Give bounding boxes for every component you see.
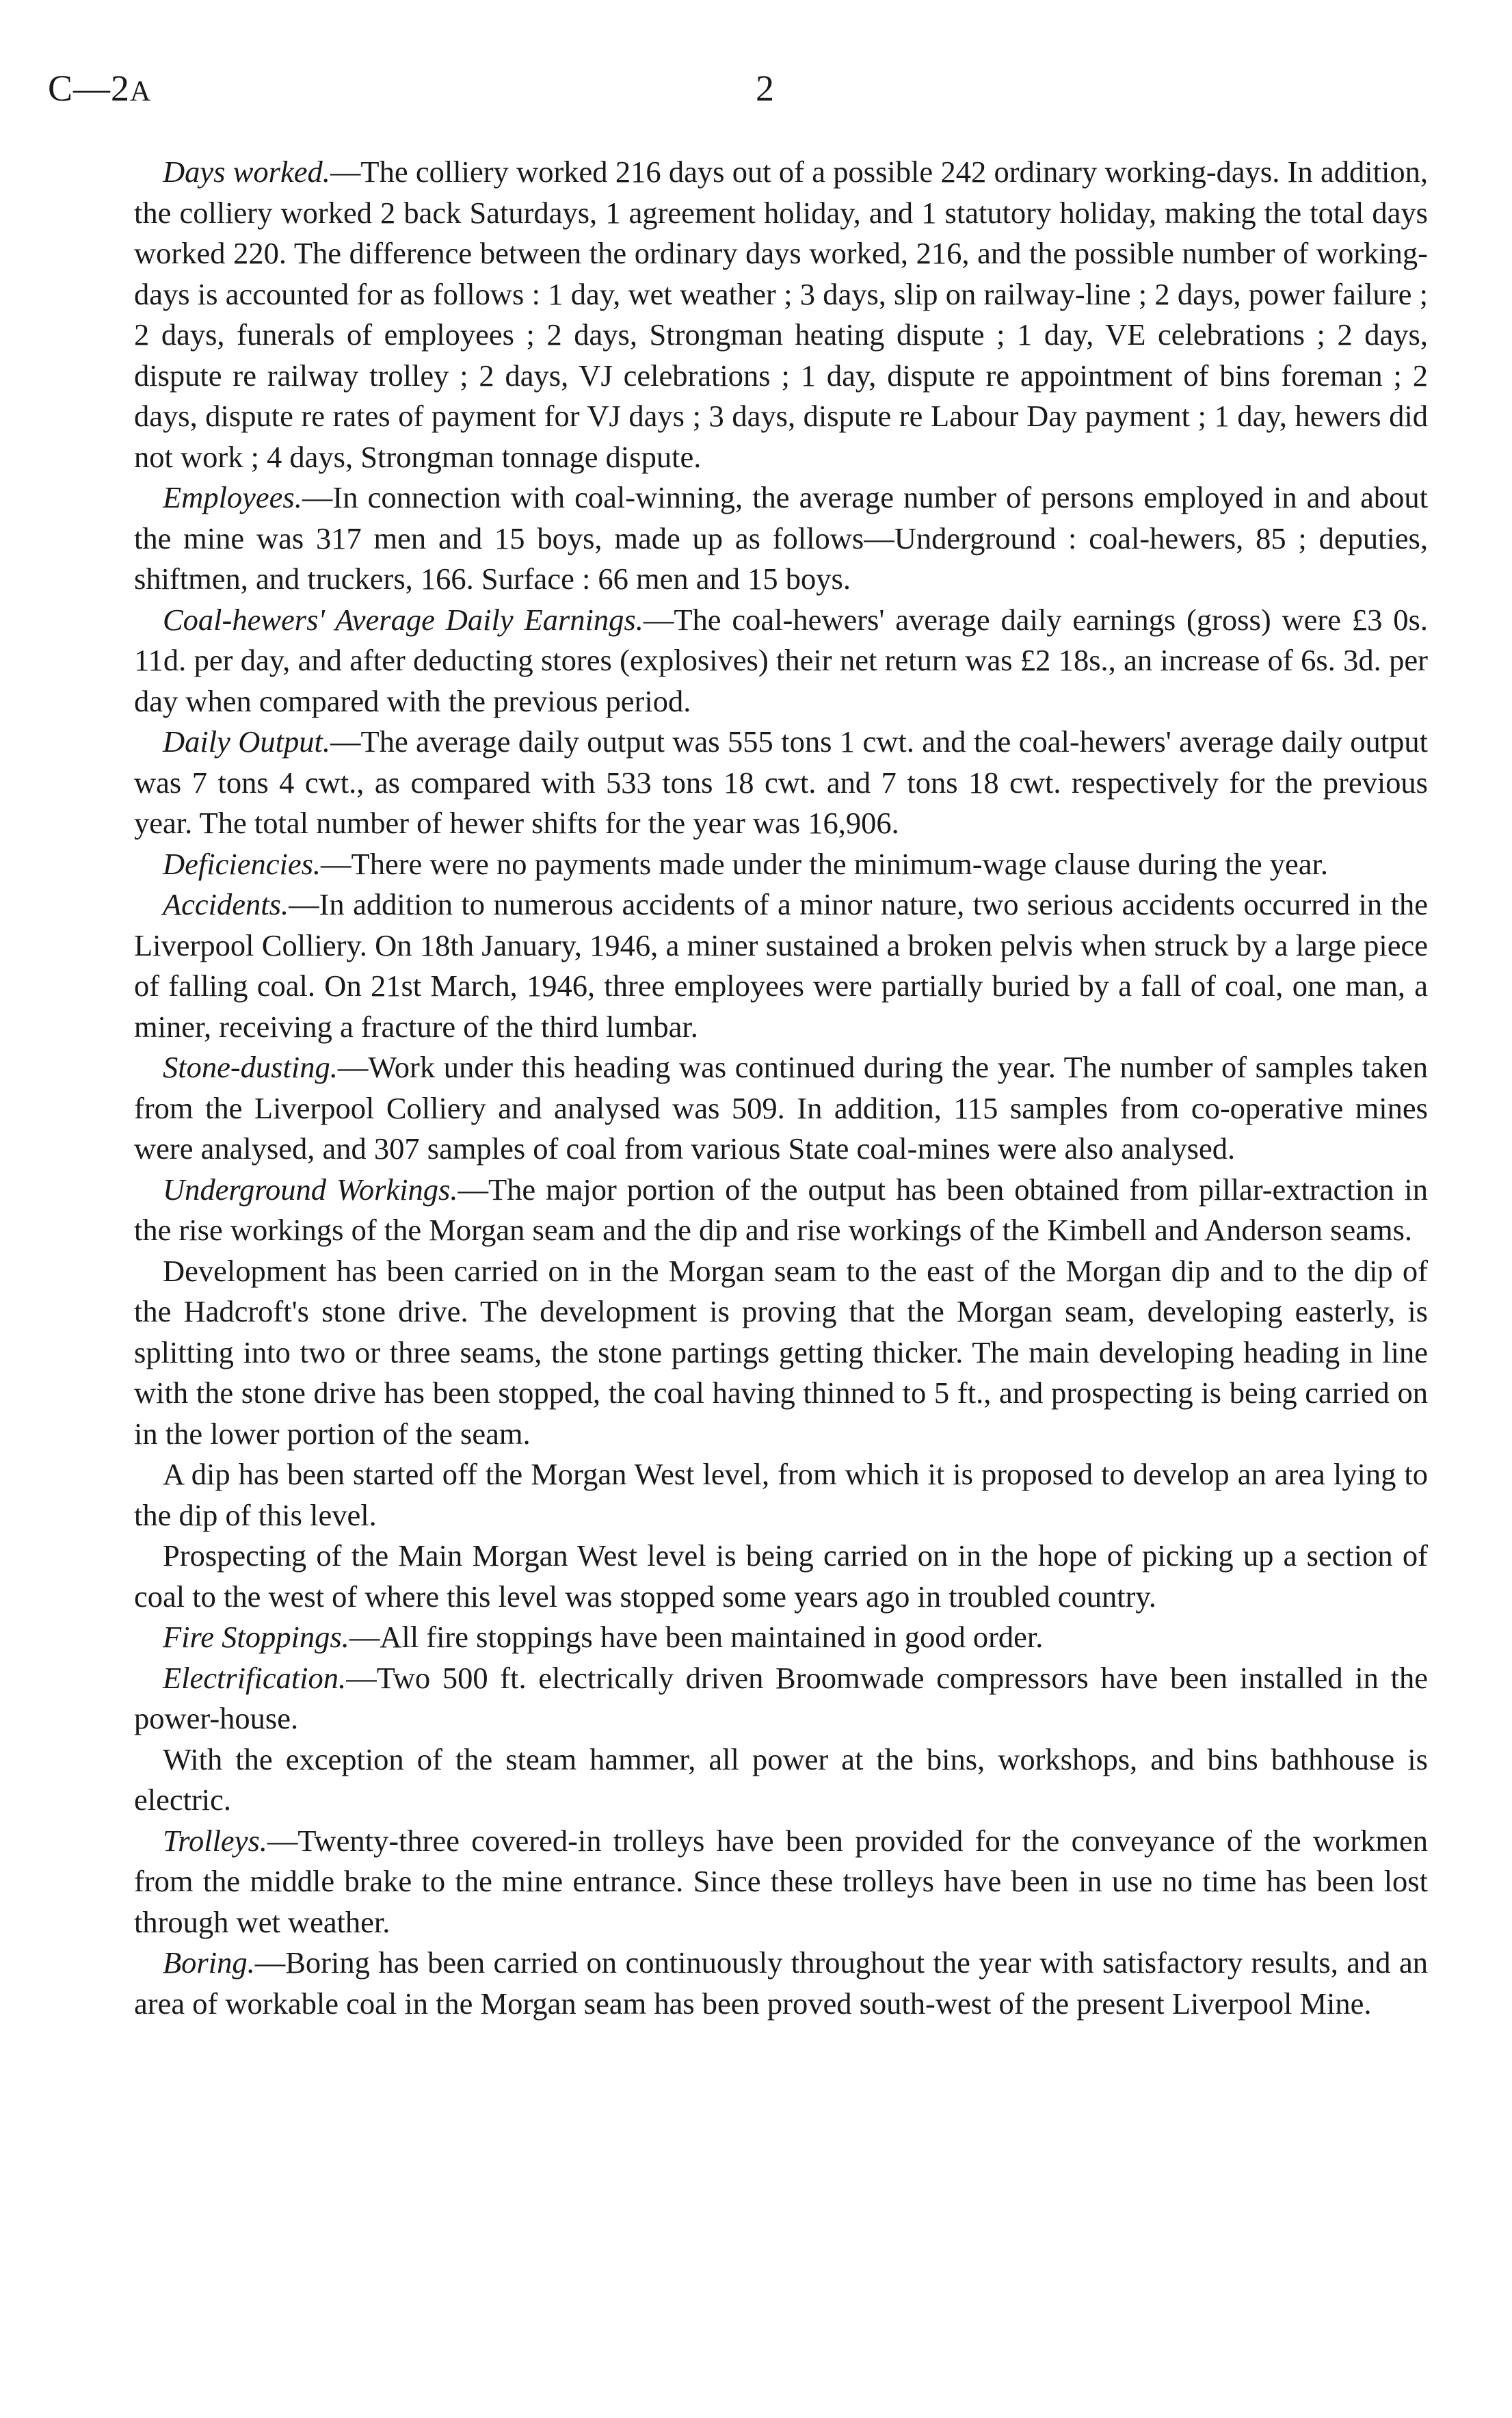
paragraph-heading: Stone-dusting. <box>163 1050 338 1084</box>
document-code-main: C—2 <box>48 68 131 109</box>
paragraph-text: —In connection with coal-winning, the average number of persons employed in and about the mine was 317 men and 15 boys, made up as follows—Underground : coal-hewers, 85 ; deputies, shiftmen, and truckers, 166. Surface : 66 men and 15 boys. <box>134 480 1428 596</box>
paragraph-underground-workings <box>134 1170 1428 1251</box>
paragraph-heading: Accidents. <box>163 887 289 921</box>
paragraph-heading: Fire Stoppings. <box>163 1620 349 1654</box>
page-number: 2 <box>756 68 774 109</box>
paragraph-text: —Twenty-three covered-in trolleys have been provided for the conveyance of the workmen from the middle brake to the mine entrance. Since these trolleys have been in use no time has been lost through wet weather. <box>134 1823 1428 1939</box>
paragraph-employees <box>134 477 1428 600</box>
paragraph-text: Prospecting of the Main Morgan West level is being carried on in the hope of picking up a section of coal to the west of where this level was stopped some years ago in troubled country. <box>134 1538 1428 1614</box>
paragraph-heading: Daily Output. <box>163 724 331 759</box>
paragraph-boring <box>134 1943 1428 2024</box>
paragraph-development <box>134 1251 1428 1455</box>
paragraph-accidents <box>134 884 1428 1047</box>
paragraph-text: A dip has been started off the Morgan West level, from which it is proposed to develop an area lying to the dip of this level. <box>134 1457 1428 1532</box>
page-body <box>134 152 1428 2024</box>
paragraph-fire-stoppings <box>134 1617 1428 1658</box>
paragraph-text: —There were no payments made under the minimum-wage clause during the year. <box>321 846 1328 881</box>
page-header <box>48 67 1436 122</box>
document-code <box>48 67 151 109</box>
paragraph-heading: Boring. <box>163 1945 255 1980</box>
paragraph-heading: Underground Workings. <box>163 1172 458 1207</box>
paragraph-heading: Employees. <box>163 480 302 514</box>
paragraph-heading: Coal-hewers' Average Daily Earnings. <box>163 602 644 637</box>
paragraph-deficiencies <box>134 844 1428 885</box>
paragraph-text: —The coal-hewers' average daily earnings (gross) were £3 0s. 11d. per day, and after deducting stores (explosives) their net return was £2 18s., an increase of 6s. 3d. per day when compared with the previous period. <box>134 602 1428 718</box>
paragraph-trolleys <box>134 1821 1428 1943</box>
paragraph-days-worked <box>134 152 1428 477</box>
paragraph-text: —Boring has been carried on continuously throughout the year with satisfactory results, and an area of workable coal in the Morgan seam has been proved south-west of the present Liverpool Mine. <box>134 1945 1428 2021</box>
paragraph-heading: Days worked. <box>163 155 330 189</box>
paragraph-average-daily-earnings <box>134 600 1428 722</box>
paragraph-text: —Two 500 ft. electrically driven Broomwade compressors have been installed in the power-house. <box>134 1660 1428 1735</box>
paragraph-text: —Work under this heading was continued during the year. The number of samples taken from the Liverpool Colliery and analysed was 509. In addition, 115 samples from co-operative mines were analysed, and 307 samples of coal from various State coal-mines were also analysed. <box>134 1050 1428 1166</box>
paragraph-text: —The major portion of the output has been obtained from pillar-extraction in the rise workings of the Morgan seam and the dip and rise workings of the Kimbell and Anderson seams. <box>134 1172 1428 1247</box>
paragraph-text: —The colliery worked 216 days out of a possible 242 ordinary working-days. In addition, the colliery worked 2 back Saturdays, 1 agreement holiday, and 1 statutory holiday, making the total days worked 220. The difference between the ordinary days worked, 216, and the possible number of working-days is accounted for as follows : 1 day, wet weather ; 3 days, slip on railway-line ; 2 days, power failure ; 2 days, funerals of employees ; 2 days, Strongman heating dispute ; 1 day, VE celebrations ; 2 days, dispute re railway trolley ; 2 days, VJ celebrations ; 1 day, dispute re appointment of bins foreman ; 2 days, dispute re rates of payment for VJ days ; 3 days, dispute re Labour Day payment ; 1 day, hewers did not work ; 4 days, Strongman tonnage dispute. <box>134 155 1428 474</box>
paragraph-text: With the exception of the steam hammer, all power at the bins, workshops, and bins bathhouse is electric. <box>134 1742 1428 1817</box>
paragraph-heading: Electrification. <box>163 1660 347 1695</box>
paragraph-stone-dusting <box>134 1047 1428 1170</box>
paragraph-text: —In addition to numerous accidents of a minor nature, two serious accidents occurred in the Liverpool Colliery. On 18th January, 1946, a miner sustained a broken pelvis when struck by a large piece of falling coal. On 21st March, 1946, three employees were partially buried by a fall of coal, one man, a miner, receiving a fracture of the third lumbar. <box>134 887 1428 1044</box>
paragraph-dip-started <box>134 1454 1428 1536</box>
paragraph-steam-hammer <box>134 1739 1428 1821</box>
paragraph-electrification <box>134 1658 1428 1739</box>
paragraph-text: Development has been carried on in the Morgan seam to the east of the Morgan dip and to the dip of the Hadcroft's stone drive. The development is proving that the Morgan seam, developing easterly, is splitting into two or three seams, the stone partings getting thicker. The main developing heading in line with the stone drive has been stopped, the coal having thinned to 5 ft., and prospecting is being carried on in the lower portion of the seam. <box>134 1253 1428 1451</box>
paragraph-prospecting <box>134 1536 1428 1617</box>
paragraph-text: —All fire stoppings have been maintained in good order. <box>349 1620 1044 1654</box>
paragraph-heading: Deficiencies. <box>163 846 321 881</box>
paragraph-heading: Trolleys. <box>163 1823 267 1858</box>
paragraph-daily-output <box>134 722 1428 844</box>
document-code-suffix: A <box>130 76 152 107</box>
paragraph-text: —The average daily output was 555 tons 1 cwt. and the coal-hewers' average daily output was 7 tons 4 cwt., as compared with 533 tons 18 cwt. and 7 tons 18 cwt. respectively for the previous year. The total number of hewer shifts for the year was 16,906. <box>134 724 1428 840</box>
